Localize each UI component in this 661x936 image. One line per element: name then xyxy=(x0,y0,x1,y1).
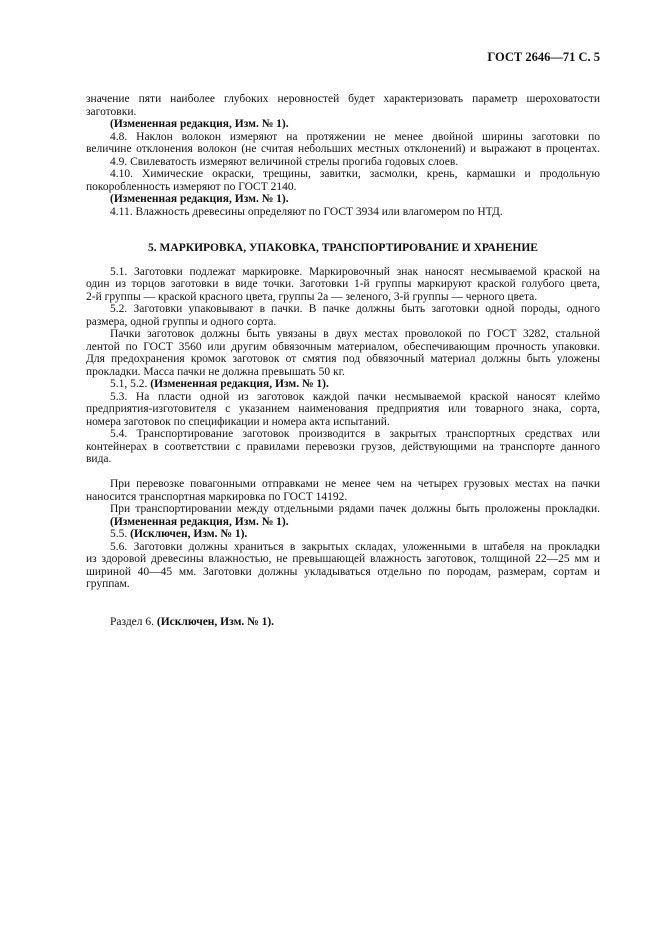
text-line xyxy=(86,291,600,304)
text-line xyxy=(86,118,600,131)
line-text: прокладки. Масса пачки не должна превышать 50 кг. xyxy=(86,365,345,378)
text-line xyxy=(86,168,600,181)
line-text: 5.6. Заготовки должны храниться в закрытых складах, уложенными в штабеля на прокладки xyxy=(110,540,600,553)
text-line xyxy=(86,453,600,466)
line-text: значение пяти наиболее глубоких неровностей будет характеризовать параметр шероховатости xyxy=(86,93,600,105)
text-line xyxy=(86,403,600,416)
blank-line xyxy=(86,466,600,479)
amendment-note: (Исключен, Изм. № 1). xyxy=(156,615,275,628)
line-text: покоробленность измеряют по ГОСТ 2140. xyxy=(86,180,297,193)
document-body xyxy=(86,93,600,628)
text-line xyxy=(86,616,600,629)
text-line xyxy=(86,541,600,554)
text-line xyxy=(86,428,600,441)
text-line xyxy=(86,366,600,379)
text-line xyxy=(86,491,600,504)
amendment-note: (Измененная редакция, Изм. № 1). xyxy=(110,515,289,528)
line-text: размера, одной группы и одного сорта. xyxy=(86,315,277,328)
text-line xyxy=(86,516,600,529)
line-text: величине отклонения волокон (не считая небольших местных отклонений) и выражают в процентах. xyxy=(86,143,600,155)
text-line xyxy=(86,416,600,429)
text-line xyxy=(86,503,600,516)
text-line xyxy=(86,566,600,579)
line-text: Для предохранения кромок заготовок от смятия под обвязочный материал должны быть уложены xyxy=(86,353,600,365)
line-text: контейнерах в соответствии с правилами перевозки грузов, действующими на транспорте данного xyxy=(86,440,600,453)
line-text: наносится транспортная маркировка по ГОСТ 14192. xyxy=(86,490,348,503)
text-line xyxy=(86,441,600,454)
line-text: 5.1. Заготовки подлежат маркировке. Маркировочный знак наносят несмываемой краской на xyxy=(110,265,600,278)
text-line xyxy=(86,328,600,341)
text-line xyxy=(86,93,600,106)
text-line xyxy=(86,206,600,219)
line-text: группам. xyxy=(86,578,130,590)
line-text: шириной 40—45 мм. Заготовки должны укладываться отдельно по породам, размерам, сортам и xyxy=(86,565,600,578)
line-text: 4.9. Свилеватость измеряют величиной стрелы прогиба годовых слоев. xyxy=(110,155,459,168)
text-line xyxy=(86,266,600,279)
text-line xyxy=(86,143,600,156)
line-text: 5.1, 5.2. xyxy=(110,378,151,390)
line-text: При транспортировании между отдельными рядами пачек должны быть проложены прокладки. xyxy=(110,503,600,515)
line-text: 5.5. xyxy=(110,528,131,540)
text-line xyxy=(86,131,600,144)
text-line xyxy=(86,278,600,291)
line-text: 5.2. Заготовки упаковывают в пачки. В пачке должны быть заготовки одной породы, одного xyxy=(110,303,600,315)
page-header: ГОСТ 2646—71 С. 5 xyxy=(487,50,600,64)
line-text: лентой по ГОСТ 3560 или другим обвязочным материалом, обеспечивающим прочность упаковки. xyxy=(86,340,600,353)
line-text: заготовки. xyxy=(86,105,137,118)
text-line xyxy=(86,156,600,169)
line-text: 4.8. Наклон волокон измеряют на протяжении не менее двойной ширины заготовки по xyxy=(110,130,600,143)
text-line xyxy=(86,353,600,366)
amendment-note: (Измененная редакция, Изм. № 1). xyxy=(110,118,289,130)
text-line xyxy=(86,528,600,541)
text-line xyxy=(86,106,600,119)
line-text: 4.11. Влажность древесины определяют по ГОСТ 3934 или влагомером по НТД. xyxy=(110,205,503,218)
amendment-note: (Измененная редакция, Изм. № 1). xyxy=(110,193,289,205)
line-text: 5.4. Транспортирование заготовок производится в закрытых транспортных средствах или xyxy=(110,428,600,440)
line-text: из здоровой древесины влажностью, не превышающей влажность заготовок, толщиной 22—25 мм и xyxy=(86,553,600,565)
text-line xyxy=(86,578,600,591)
text-line xyxy=(86,341,600,354)
line-text: один из торцов заготовки в виде точки. Заготовки 1-й группы маркируют краской голубого цвета, xyxy=(86,278,600,290)
text-line xyxy=(86,478,600,491)
line-text: Пачки заготовок должны быть увязаны в двух местах проволокой по ГОСТ 3282, стальной xyxy=(110,328,600,340)
line-text: Раздел 6. xyxy=(110,615,157,628)
line-text: 5.3. На пласти одной из заготовок каждой пачки несмываемой краской наносят клеймо xyxy=(110,390,600,403)
text-line xyxy=(86,391,600,404)
text-line xyxy=(86,378,600,391)
text-line xyxy=(86,193,600,206)
amendment-note: (Исключен, Изм. № 1). xyxy=(130,528,248,540)
blank-line xyxy=(86,603,600,616)
amendment-note: (Измененная редакция, Изм. № 1). xyxy=(150,378,329,390)
line-text: предприятия-изготовителя с указанием наименования предприятия или товарного знака, сорта, xyxy=(86,403,600,415)
text-line xyxy=(86,553,600,566)
line-text: 2-й группы — краской красного цвета, группы 2а — зеленого, 3-й группы — черного цвета. xyxy=(86,290,538,303)
line-text: вида. xyxy=(86,453,112,465)
blank-line xyxy=(86,591,600,604)
section-heading: 5. МАРКИРОВКА, УПАКОВКА, ТРАНСПОРТИРОВАНИЕ И ХРАНЕНИЕ xyxy=(148,242,538,254)
text-line xyxy=(86,181,600,194)
line-text: номера заготовок по спецификации и номера акта испытаний. xyxy=(86,415,390,428)
text-line xyxy=(86,316,600,329)
line-text: 4.10. Химические окраски, трещины, завитки, засмолки, крень, кармашки и продольную xyxy=(110,168,600,180)
line-text: При перевозке повагонными отправками не менее чем на четырех грузовых местах на пачки xyxy=(110,478,600,490)
text-line xyxy=(86,303,600,316)
